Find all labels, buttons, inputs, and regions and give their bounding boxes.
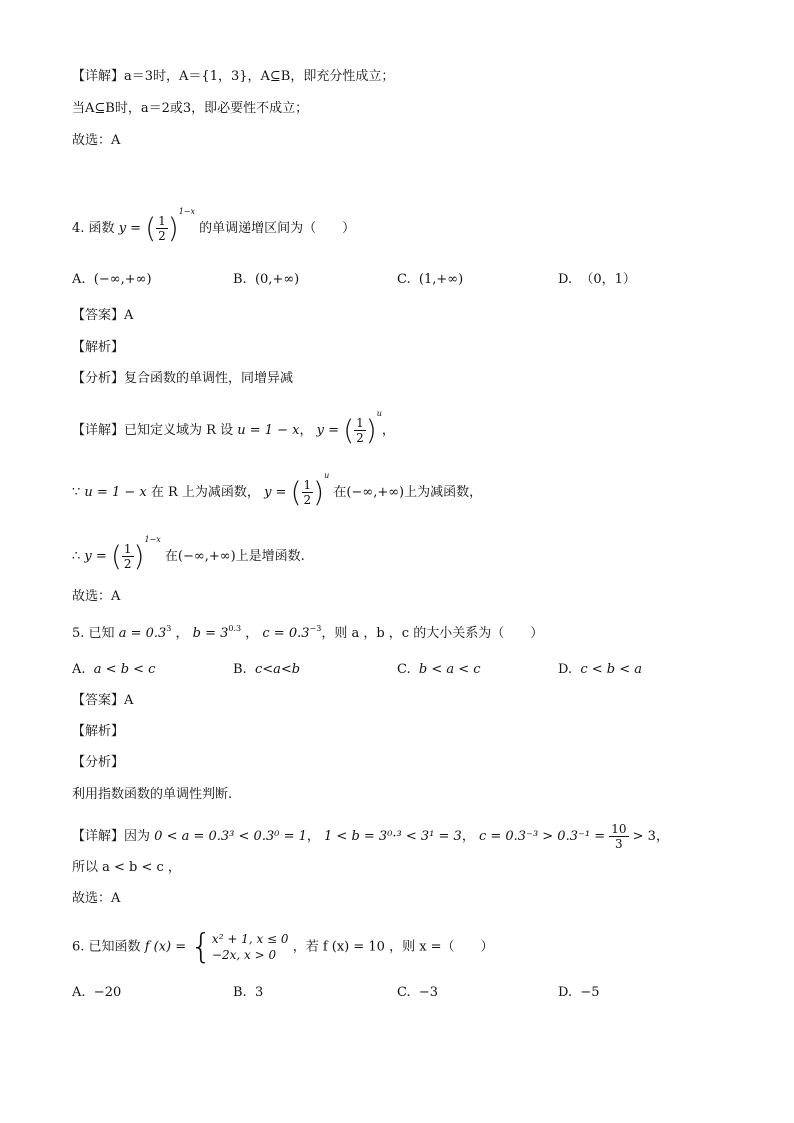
q4-y-eq: y = <box>118 221 142 236</box>
p3-detail-line-1 <box>72 68 394 86</box>
q5-choose: 故选：A <box>72 891 121 906</box>
q4-detail-2: ∵ u = 1 − x 在 R 上为减函数， y = ( $\frac{1}{2}$ )$^u$ 在(−∞,+∞)上为减函数， <box>72 471 483 509</box>
q4-option-c[interactable]: C. (1,+∞) <box>397 272 464 287</box>
q4-exponent: 1−x <box>178 207 196 216</box>
q6-option-d[interactable]: D. −5 <box>558 985 600 1000</box>
q4-stem <box>72 207 356 245</box>
q5-detail: 【详解】因为 0 < a = 0.3³ < 0.3⁰ = 1， 1 < b = 3⁰·³ < 3¹ = 3， c = 0.3⁻³ > 0.3⁻¹ = $\frac{10}{3}$ > 3， <box>72 822 669 851</box>
q4-detail-1: 【详解】已知定义域为 R 设 u = 1 − x， y = ( $\frac{1}{2}$ )$^u$， <box>72 409 395 447</box>
q4-left-paren: ( <box>145 211 157 245</box>
q4-detail-3: ∴ y = ( $\frac{1}{2}$ )$^{1-x}$ 在(−∞,+∞)上是增函数. <box>72 535 305 573</box>
q4-stem-prefix: 4. 函数 <box>72 221 115 236</box>
p3-choose: 故选：A <box>72 133 121 148</box>
q4-breakdown: 【分析】复合函数的单调性，同增异减 <box>72 371 294 386</box>
q5-option-d[interactable]: D. c < b < a <box>558 662 643 677</box>
q6-option-b[interactable]: B. 3 <box>233 985 264 1000</box>
q6-stem: 6. 已知函数 f (x) = { x² + 1, x ≤ 0 −2x, x > 0 ，若 f (x) = 10 ，则 x =（ ） <box>72 927 494 967</box>
q5-so: 所以 a < b < c ， <box>72 860 181 875</box>
q6-option-a[interactable]: A. −20 <box>72 985 122 1000</box>
p3-line1-text: a＝3时，A＝{1，3}，A⊆B，即充分性成立； <box>124 69 395 84</box>
q5-analysis: 【解析】 <box>72 724 125 739</box>
q4-option-a[interactable]: A. (−∞,+∞) <box>72 272 152 287</box>
q5-breakdown-tag: 【分析】 <box>72 755 125 770</box>
q4-stem-suffix: 的单调递增区间为（ ） <box>199 221 356 236</box>
q5-answer: 【答案】A <box>72 693 134 708</box>
q4-choose: 故选：A <box>72 589 121 604</box>
q4-answer: 【答案】A <box>72 308 134 323</box>
q5-option-c[interactable]: C. b < a < c <box>397 662 481 677</box>
q4-analysis: 【解析】 <box>72 340 125 355</box>
q4-fraction: $\frac{1}{2}$ <box>158 214 166 243</box>
detail-tag: 【详解】 <box>72 69 125 84</box>
q4-option-b[interactable]: B. (0,+∞) <box>233 272 300 287</box>
q6-piecewise: { x² + 1, x ≤ 0 −2x, x > 0 <box>190 927 289 967</box>
q6-option-c[interactable]: C. −3 <box>397 985 439 1000</box>
q5-option-b[interactable]: B. c<a<b <box>233 662 301 677</box>
q4-option-d[interactable]: D. （0，1） <box>558 272 636 287</box>
q5-stem: 5. 已知 $a = 0.3^3$ ， $b = 3^{0.3}$ ， $c = 0.3^{-3}$，则 a ，b ，c 的大小关系为（ ） <box>72 624 544 641</box>
q4-right-paren: ) <box>167 211 179 245</box>
q5-option-a[interactable]: A. a < b < c <box>72 662 156 677</box>
q5-breakdown-text: 利用指数函数的单调性判断. <box>72 787 233 802</box>
p3-detail-line-2: 当A⊆B时，a＝2或3，即必要性不成立； <box>72 101 309 116</box>
